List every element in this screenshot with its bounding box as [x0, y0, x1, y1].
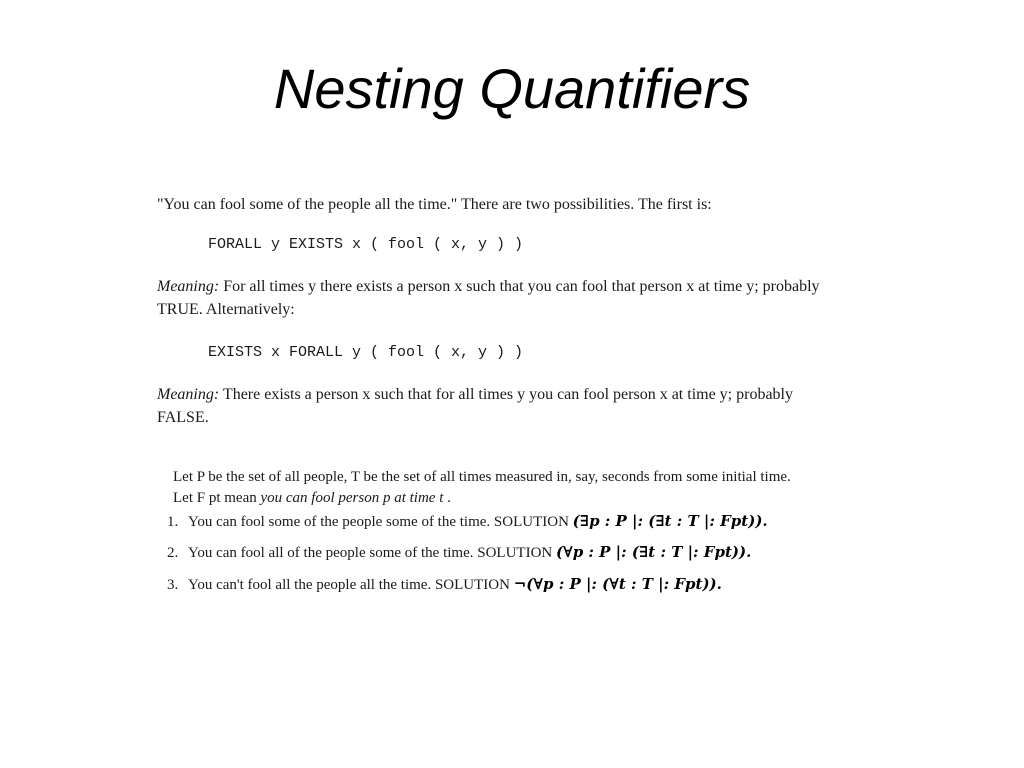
solution-formula: ¬(∀p : P |: (∀t : T |: Fpt)).: [513, 575, 722, 593]
intro-text: "You can fool some of the people all the time." There are two possibilities. The first is:: [157, 196, 712, 213]
list-item-text: You can fool some of the people some of the time. SOLUTION: [188, 514, 569, 530]
definition-prefix: Let F pt mean: [173, 490, 257, 506]
definition-line-2: [173, 490, 451, 507]
list-item: [167, 575, 722, 594]
formula-exists-forall: EXISTS x FORALL y ( fool ( x, y ) ): [208, 344, 524, 361]
meaning-1-text: For all times y there exists a person x such that you can fool that person x at time y; probably: [223, 278, 820, 295]
definition-suffix: .: [447, 490, 451, 506]
formula-forall-exists: FORALL y EXISTS x ( fool ( x, y ) ): [208, 236, 524, 253]
list-item-number: 1.: [167, 514, 179, 530]
solution-formula: (∃p : P |: (∃t : T |: Fpt)).: [572, 512, 768, 530]
meaning-2-line-1: [157, 386, 793, 404]
slide-title: Nesting Quantifiers: [273, 57, 751, 120]
definition-italic: you can fool person p at time t: [260, 490, 444, 506]
meaning-label: Meaning:: [157, 386, 220, 403]
list-item-text: You can't fool all the people all the time. SOLUTION: [188, 577, 510, 593]
definition-line-1: Let P be the set of all people, T be the set of all times measured in, say, seconds from some initial time.: [173, 469, 791, 485]
list-item: [167, 543, 751, 562]
list-item-text: You can fool all of the people some of the time. SOLUTION: [188, 545, 553, 561]
solution-formula: (∀p : P |: (∃t : T |: Fpt)).: [556, 543, 752, 561]
meaning-1-line-1: [157, 278, 820, 296]
list-item-number: 2.: [167, 545, 179, 561]
meaning-2-line-2: FALSE.: [157, 409, 209, 426]
meaning-label: Meaning:: [157, 278, 220, 295]
meaning-2-text: There exists a person x such that for all times y you can fool person x at time y; probably: [222, 386, 793, 403]
list-item-number: 3.: [167, 577, 179, 593]
meaning-1-line-2: TRUE. Alternatively:: [157, 301, 295, 318]
list-item: [167, 512, 768, 531]
